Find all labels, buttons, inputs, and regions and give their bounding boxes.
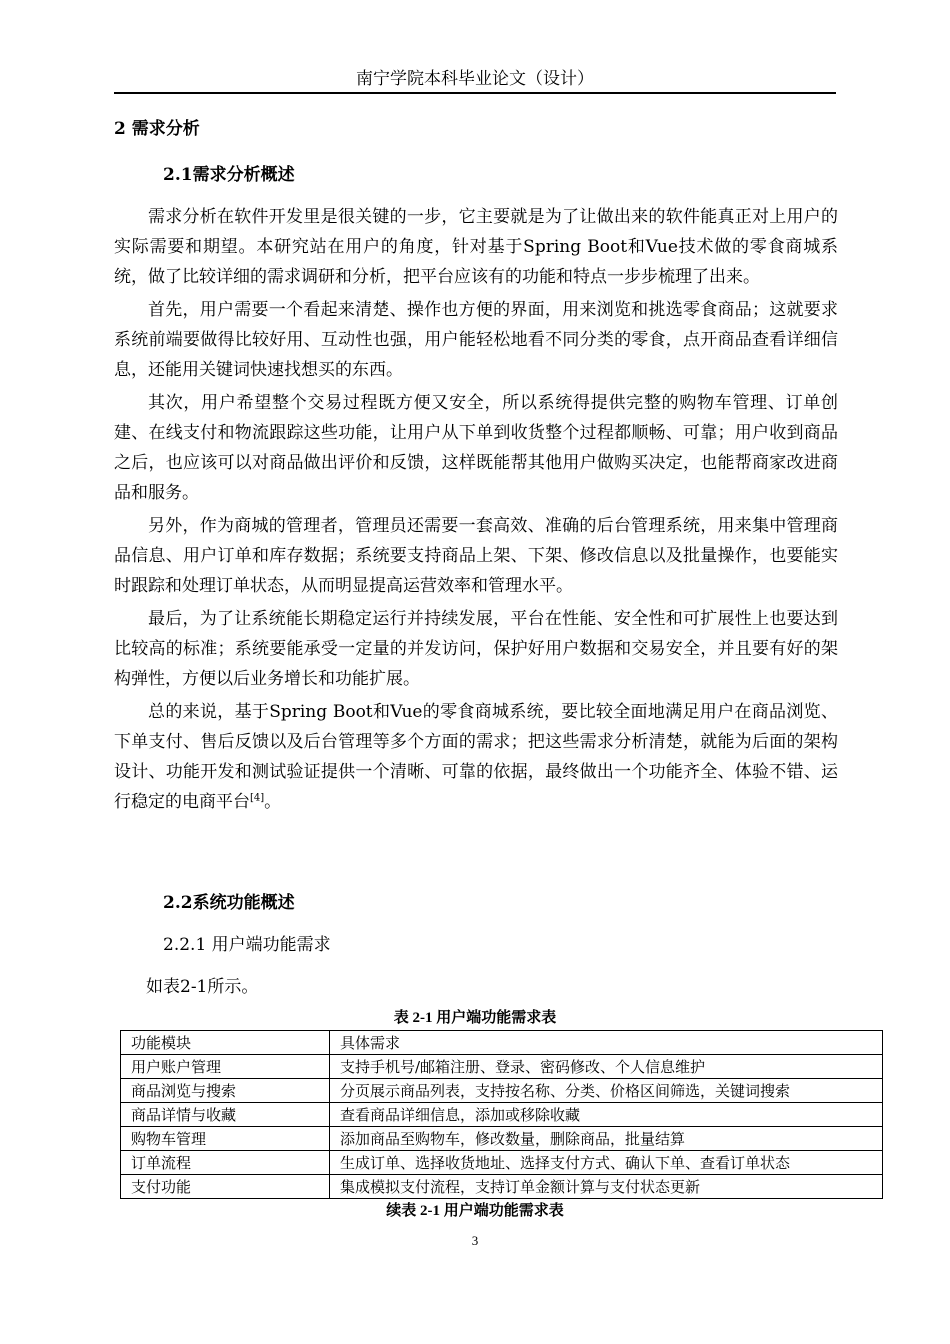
paragraph-end: 。 <box>264 792 282 812</box>
table-cell: 集成模拟支付流程，支持订单金额计算与支付状态更新 <box>330 1175 883 1199</box>
paragraph: 最后，为了让系统能长期稳定运行并持续发展，平台在性能、安全性和可扩展性上也要达到比较高的标准；系统要能承受一定量的并发访问，保护好用户数据和交易安全，并且要有好的架构弹性，方便以后业务增长和功能扩展。 <box>114 609 838 689</box>
section-heading-2-1: 2.1需求分析概述 <box>163 165 295 185</box>
table-cell: 商品浏览与搜索 <box>121 1079 330 1103</box>
paragraph: 其次，用户希望整个交易过程既方便又安全，所以系统得提供完整的购物车管理、订单创建、在线支付和物流跟踪这些功能，让用户从下单到收货整个过程都顺畅、可靠；用户收到商品之后，也应该可以对商品做出评价和反馈，这样既能帮其他用户做购买决定，也能帮商家改进商品和服务。 <box>114 393 838 503</box>
table-cell: 查看商品详细信息，添加或移除收藏 <box>330 1103 883 1127</box>
table-cell: 支付功能 <box>121 1175 330 1199</box>
table-row <box>121 1055 883 1079</box>
header-rule <box>114 92 836 94</box>
section-heading-2-2: 2.2系统功能概述 <box>163 893 295 913</box>
requirements-table <box>120 1030 883 1199</box>
table-cell: 商品详情与收藏 <box>121 1103 330 1127</box>
table-cell: 分页展示商品列表，支持按名称、分类、价格区间筛选，关键词搜索 <box>330 1079 883 1103</box>
table-row <box>121 1103 883 1127</box>
paragraph: 需求分析在软件开发里是很关键的一步，它主要就是为了让做出来的软件能真正对上用户的实际需要和期望。本研究站在用户的角度，针对基于Spring Boot和Vue技术做的零食商城系统，做了比较详细的需求调研和分析，把平台应该有的功能和特点一步步梳理了出来。 <box>114 207 838 287</box>
table-row <box>121 1127 883 1151</box>
table-cell: 用户账户管理 <box>121 1055 330 1079</box>
table-caption: 表 2-1 用户端功能需求表 <box>393 1010 557 1026</box>
table-intro: 如表2-1所示。 <box>146 977 259 997</box>
subsection-heading-2-2-1: 2.2.1 用户端功能需求 <box>163 935 331 955</box>
table-header-cell: 功能模块 <box>121 1031 330 1055</box>
paragraph-text: 总的来说，基于Spring Boot和Vue的零食商城系统，要比较全面地满足用户在商品浏览、下单支付、售后反馈以及后台管理等多个方面的需求；把这些需求分析清楚，就能为后面的架构设计、功能开发和测试验证提供一个清晰、可靠的依据，最终做出一个功能齐全、体验不错、运行稳定的电商平台 <box>114 702 838 812</box>
table-header-row <box>121 1031 883 1055</box>
table-cell: 添加商品至购物车，修改数量，删除商品，批量结算 <box>330 1127 883 1151</box>
table-cell: 生成订单、选择收货地址、选择支付方式、确认下单、查看订单状态 <box>330 1151 883 1175</box>
page-number: 3 <box>471 1233 479 1248</box>
table-row <box>121 1079 883 1103</box>
paragraph <box>114 697 838 817</box>
table-row <box>121 1151 883 1175</box>
citation: [4] <box>250 792 265 804</box>
paragraph: 首先，用户需要一个看起来清楚、操作也方便的界面，用来浏览和挑选零食商品；这就要求系统前端要做得比较好用、互动性也强，用户能轻松地看不同分类的零食，点开商品查看详细信息，还能用关键词快速找想买的东西。 <box>114 300 838 380</box>
running-header: 南宁学院本科毕业论文（设计） <box>356 69 594 89</box>
continued-table-caption: 续表 2-1 用户端功能需求表 <box>386 1203 564 1219</box>
table-cell: 支持手机号/邮箱注册、登录、密码修改、个人信息维护 <box>330 1055 883 1079</box>
table-cell: 订单流程 <box>121 1151 330 1175</box>
table-row <box>121 1175 883 1199</box>
table-cell: 购物车管理 <box>121 1127 330 1151</box>
chapter-heading: 2 需求分析 <box>114 119 200 139</box>
body-text <box>114 202 838 817</box>
paragraph: 另外，作为商城的管理者，管理员还需要一套高效、准确的后台管理系统，用来集中管理商品信息、用户订单和库存数据；系统要支持商品上架、下架、修改信息以及批量操作，也要能实时跟踪和处理订单状态，从而明显提高运营效率和管理水平。 <box>114 516 838 596</box>
table-header-cell: 具体需求 <box>330 1031 883 1055</box>
